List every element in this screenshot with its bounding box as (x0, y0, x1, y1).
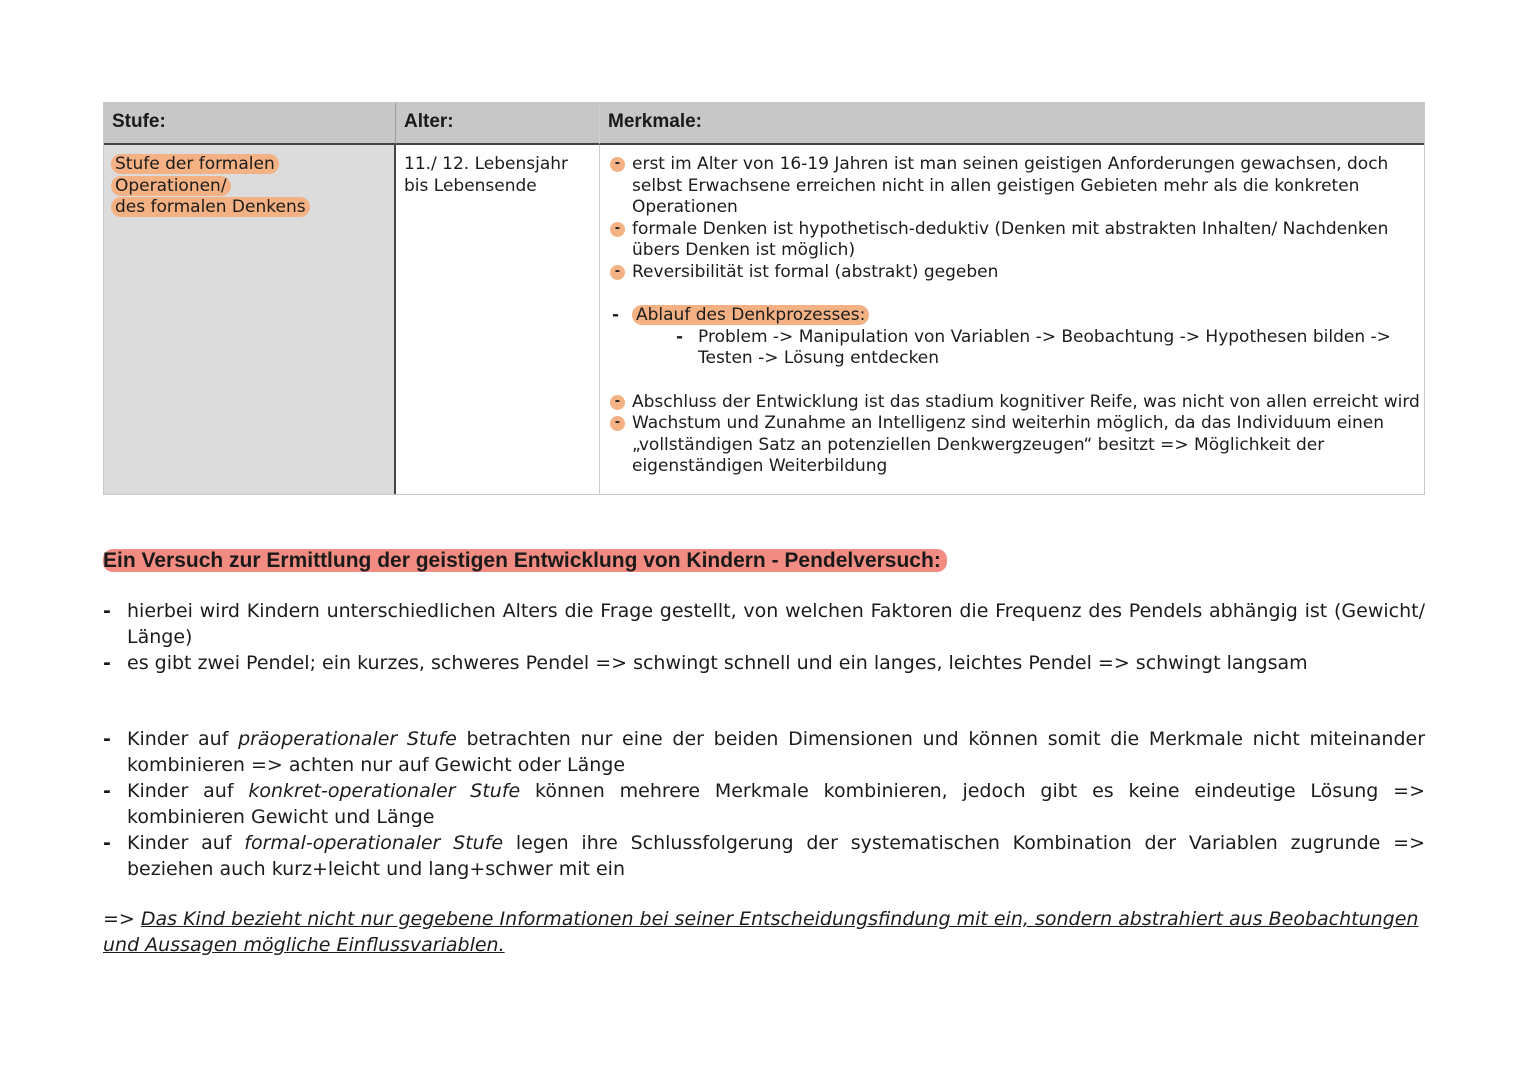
dash-bullet-icon: - (103, 600, 111, 622)
list-item: - Wachstum und Zunahme an Intelligenz sind weiterhin möglich, da das Individuum einen „vollständigen Satz an potenziellen Denkwergzeugen“ besitzt => Möglichkeit der eigenständigen Weiterbildung (608, 413, 1425, 478)
conclusion-arrow: => (103, 908, 135, 930)
intro-list (103, 598, 1425, 676)
conclusion (103, 906, 1425, 958)
list-item: - hierbei wird Kindern unterschiedlichen Alters die Frage gestellt, von welchen Faktoren die Frequenz des Pendels abhängig ist (Gewicht/ Länge) (103, 600, 1425, 648)
header-alter: Alter: (396, 103, 600, 145)
orange-dash-bullet-icon: - (610, 265, 625, 280)
list-item: - erst im Alter von 16-19 Jahren ist man seinen geistigen Anforderungen gewachsen, doch selbst Erwachsene erreichen nicht in allen geistigen Gebieten mehr als die konkreten Operationen (608, 154, 1425, 219)
orange-dash-bullet-icon: - (610, 416, 625, 431)
stage-table (103, 102, 1425, 495)
orange-dash-bullet-icon: - (610, 157, 625, 172)
list-item: - Kinder auf präoperationaler Stufe betrachten nur eine der beiden Dimensionen und können somit die Merkmale nicht miteinander kombinieren => achten nur auf Gewicht oder Länge (103, 728, 1425, 776)
dash-bullet-icon: - (103, 728, 111, 750)
dash-bullet-icon: - (612, 305, 620, 326)
header-stufe: Stufe: (104, 103, 396, 145)
merkmale-list-bottom (608, 392, 1425, 478)
dash-bullet-icon: - (103, 652, 111, 674)
merkmale-list-top (608, 154, 1425, 284)
alter-line2: bis Lebensende (404, 175, 537, 196)
stufe-cell (104, 145, 396, 494)
dash-bullet-icon: - (676, 326, 684, 347)
ablauf-heading: - Ablauf des Denkprozesses: (608, 305, 1425, 327)
orange-dash-bullet-icon: - (610, 395, 625, 410)
alter-line1: 11./ 12. Lebensjahr (404, 154, 569, 174)
stage-list (103, 726, 1425, 882)
section-heading: Ein Versuch zur Ermittlung der geistigen Entwicklung von Kindern - Pendelversuch: (103, 548, 947, 574)
list-item: - Kinder auf konkret-operationaler Stufe können mehrere Merkmale kombinieren, jedoch gibt es keine eindeutige Lösung => kombinieren Gewicht und Länge (103, 780, 1425, 828)
merkmale-cell (600, 145, 1425, 494)
stufe-name-line2: des formalen Denkens (111, 197, 310, 217)
conclusion-text: Das Kind bezieht nicht nur gegebene Informationen bei seiner Entscheidungsfindung mit ein, sondern abstrahiert aus Beobachtungen und Aussagen mögliche Einflussvariablen. (103, 908, 1419, 956)
dash-bullet-icon: - (103, 780, 111, 802)
dash-bullet-icon: - (103, 832, 111, 854)
list-item: - Kinder auf formal-operationaler Stufe legen ihre Schlussfolgerung der systematischen Kombination der Variablen zugrunde => beziehen auch kurz+leicht und lang+schwer mit ein (103, 832, 1425, 880)
list-item: - Reversibilität ist formal (abstrakt) gegeben (608, 262, 1425, 284)
stufe-name-line1: Stufe der formalen Operationen/ (111, 154, 279, 196)
list-item: - Abschluss der Entwicklung ist das stadium kognitiver Reife, was nicht von allen erreicht wird (608, 392, 1425, 414)
ablauf-item: - Problem -> Manipulation von Variablen -> Beobachtung -> Hypothesen bilden -> Testen -> Lösung entdecken (676, 326, 1391, 369)
alter-cell (396, 145, 600, 494)
list-item: - formale Denken ist hypothetisch-deduktiv (Denken mit abstrakten Inhalten/ Nachdenken übers Denken ist möglich) (608, 219, 1425, 262)
orange-dash-bullet-icon: - (610, 222, 625, 237)
list-item: - es gibt zwei Pendel; ein kurzes, schweres Pendel => schwingt schnell und ein langes, leichtes Pendel => schwingt langsam (103, 652, 1308, 674)
header-merkmale: Merkmale: (600, 103, 1425, 145)
